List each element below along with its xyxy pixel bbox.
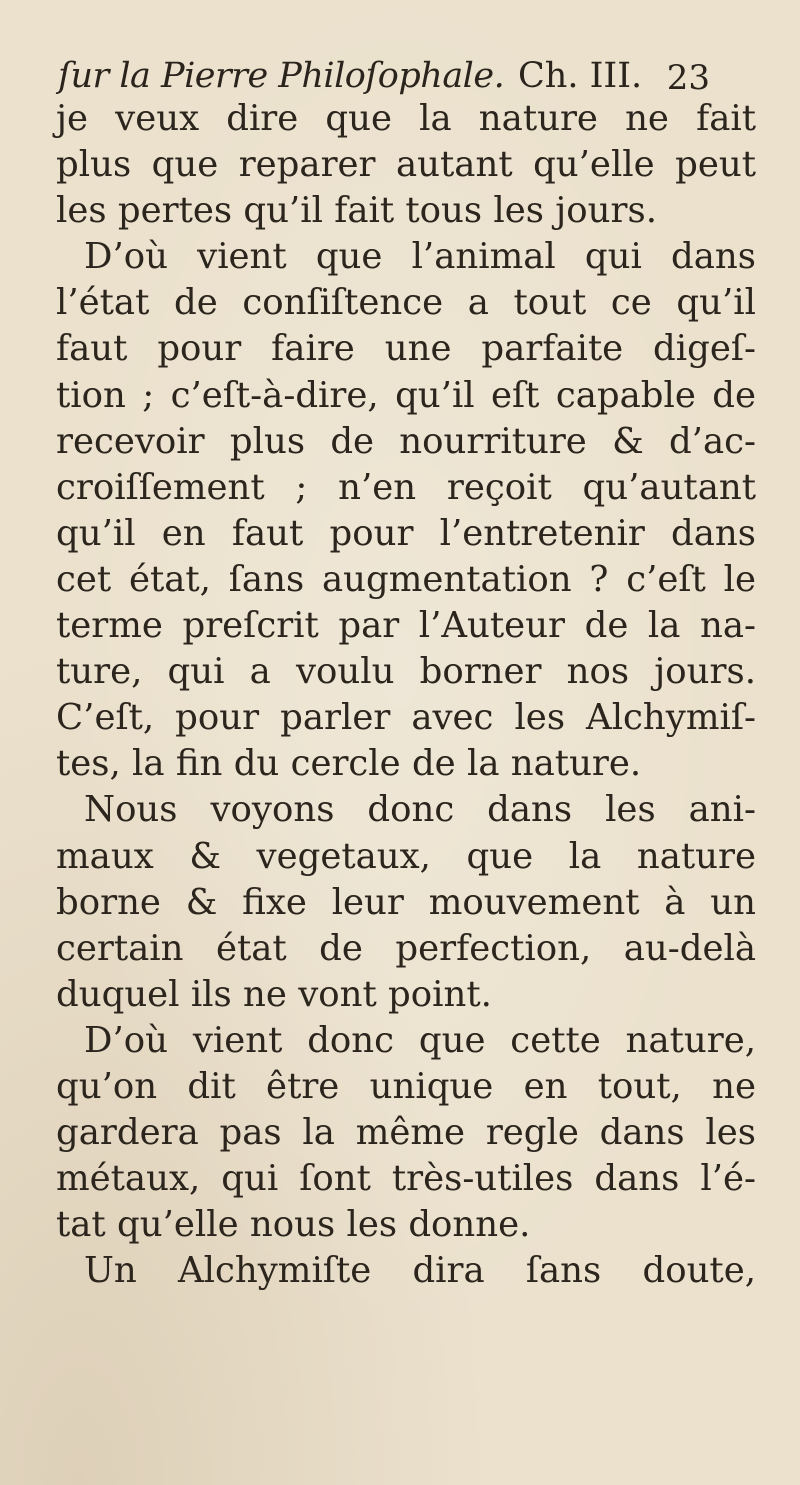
text-line: Nous voyons donc dans les ani-	[84, 789, 756, 831]
text-line: croiſſement ; n’en reçoit qu’autant	[56, 466, 756, 508]
body-text	[56, 96, 756, 1294]
text-line: C’eſt, pour parler avec les Alchymiſ-	[56, 697, 756, 739]
text-line: cet état, ſans augmentation ? c’eſt le	[56, 558, 756, 600]
text-line: ture, qui a voulu borner nos jours.	[56, 651, 756, 693]
text-line: tes, la fin du cercle de la nature.	[56, 743, 642, 785]
running-head-title: ſur la Pierre Philoſophale.	[58, 56, 505, 96]
page-number: 23	[666, 58, 710, 98]
text-line: certain état de perfection, au-delà	[56, 927, 756, 969]
text-line: je veux dire que la nature ne fait	[56, 98, 756, 139]
text-line: Un Alchymiſte dira ſans doute,	[84, 1250, 756, 1292]
text-line: métaux, qui ſont très-utiles dans l’é-	[56, 1158, 756, 1200]
chapter-number: Ch. III.	[518, 56, 643, 96]
text-line: recevoir plus de nourriture & d’ac-	[56, 420, 756, 462]
text-line: maux & vegetaux, que la nature	[56, 835, 756, 877]
text-line: l’état de conſiſtence a tout ce qu’il	[56, 282, 756, 324]
text-line: duquel ils ne vont point.	[56, 973, 492, 1015]
text-line: D’où vient donc que cette nature,	[84, 1019, 756, 1061]
text-line: tion ; c’eſt-à-dire, qu’il eſt capable de	[56, 374, 756, 416]
text-line: borne & fixe leur mouvement à un	[56, 881, 756, 923]
text-line: tat qu’elle nous les donne.	[56, 1204, 531, 1246]
text-line: qu’il en faut pour l’entretenir dans	[56, 512, 756, 554]
text-line: D’où vient que l’animal qui dans	[84, 236, 756, 278]
text-line: faut pour faire une parfaite digeſ-	[56, 328, 756, 370]
text-line: qu’on dit être unique en tout, ne	[56, 1065, 756, 1107]
text-line: plus que reparer autant qu’elle peut	[56, 144, 756, 186]
text-line: terme preſcrit par l’Auteur de la na-	[56, 605, 756, 647]
text-line: les pertes qu’il fait tous les jours.	[56, 190, 658, 232]
text-line: gardera pas la même regle dans les	[56, 1112, 756, 1154]
